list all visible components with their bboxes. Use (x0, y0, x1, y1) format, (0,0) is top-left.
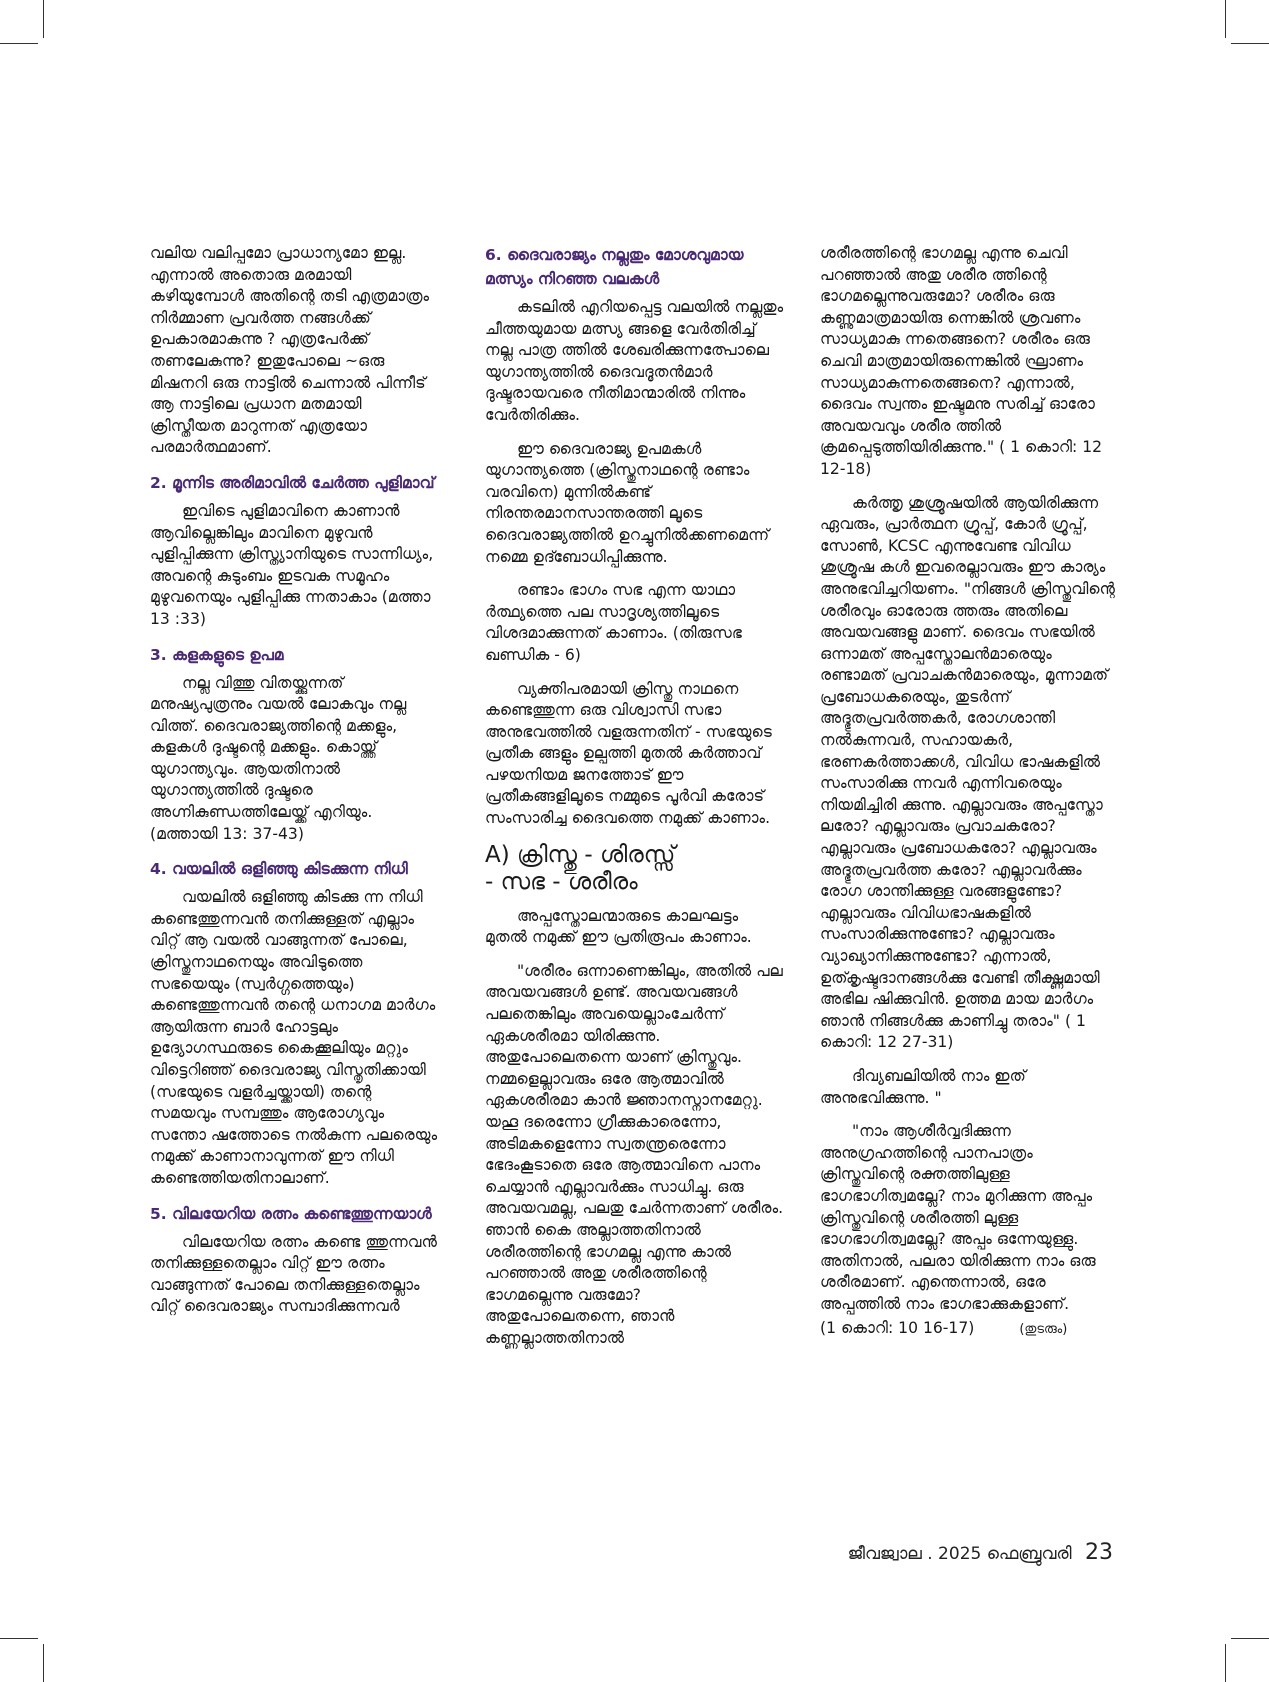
bible-reference: (1 കൊറി: 10 16-17) (820, 1318, 975, 1337)
crop-mark (0, 43, 38, 44)
crop-mark (1231, 43, 1269, 44)
paragraph: അപ്പസ്തോലന്മാരുടെ കാലഘട്ടം മുതൽ നമുക്ക് ഈ പ്രതിരൂപം കാണാം. (485, 906, 752, 947)
paragraph: ഈ ദൈവരാജ്യ ഉപമകൾ യുഗാന്ത്യത്തെ (ക്രിസ്തുനാഥന്റെ രണ്ടാം വരവിനെ) മുന്നിൽകണ്ട് നിരന്തരമാനസാന്തരത്തി ലൂടെ ദൈവരാജ്യത്തിൽ ഉറച്ചുനിൽക്കണമെന്ന് നമ്മെ ഉദ്ബോധിപ്പിക്കുന്നു. (485, 439, 770, 566)
crop-mark (43, 1644, 44, 1682)
reference-line (820, 1318, 1118, 1341)
subsection-heading-line: A) ക്രിസ്തു - ശിരസ്സ് (485, 841, 676, 868)
paragraph: വലിയ വലിപ്പമോ പ്രാധാന്യമോ ഇല്ല. എന്നാൽ അതൊരു മരമായി കഴിയുമ്പോൾ അതിന്റെ തടി എത്രമാത്രം നിർമ്മാണ പ്രവർത്ത നങ്ങൾക്ക് ഉപകാരമാകുന്നു ? എത്രപേർക്ക് തണലേകുന്നു? ഇതുപോലെ ~ഒരു മിഷനറി ഒരു നാട്ടിൽ ചെന്നാൽ പിന്നീട് ആ നാട്ടിലെ പ്രധാന മതമായി ക്രിസ്തീയത മാറുന്നത് എത്രയോ പരമാർത്ഥമാണ്. (150, 244, 430, 457)
paragraph: വിലയേറിയ രത്നം കണ്ടെ ത്തുന്നവൻ തനിക്കുള്ളതെല്ലാം വിറ്റ് ഈ രത്നം വാങ്ങുന്നത് പോലെ തനിക്കുള്ളതെല്ലാം വിറ്റ് ദൈവരാജ്യം സമ്പാദിക്കുന്നവർ (150, 1232, 437, 1316)
paragraph: വ്യക്തിപരമായി ക്രിസ്തു നാഥനെ കണ്ടെത്തുന്ന ഒരു വിശ്വാസി സഭാ അനുഭവത്തിൽ വളരുന്നതിന് - സഭയുടെ പ്രതീക ങ്ങളും ഉല്പത്തി മുതൽ കർത്താവ് പഴയനിയമ ജനത്തോട് ഈ പ്രതീകങ്ങളിലൂടെ നമ്മുടെ പൂർവി കരോട് സംസാരിച്ച ദൈവത്തെ നമുക്ക് കാണാം. (485, 679, 772, 828)
paragraph: രണ്ടാം ഭാഗം സഭ എന്ന യാഥാ ർത്ഥ്യത്തെ പല സാദൃശ്യത്തിലൂടെ വിശദമാക്കുന്നത് കാണാം. (തിരുസഭ ഖണ്ഡിക - 6) (485, 581, 742, 664)
quote-paragraph: "നാം ആശീർവ്വദിക്കുന്ന അനുഗ്രഹത്തിന്റെ പാനപാത്രം ക്രിസ്തുവിന്റെ രക്തത്തിലുള്ള ഭാഗഭാഗിത്വമല്ലേ? നാം മുറിക്കുന്ന അപ്പം ക്രിസ്തുവിന്റെ ശരീരത്തി ലുള്ള ഭാഗഭാഗിത്വമല്ലേ? അപ്പം ഒന്നേയുള്ളു. അതിനാൽ, പലരാ യിരിക്കുന്ന നാം ഒരു ശരീരമാണ്. എന്തെന്നാൽ, ഒരേ അപ്പത്തിൽ നാം ഭാഗഭാക്കുകളാണ്. (820, 1122, 1096, 1313)
paragraph: നല്ല വിത്തു വിതയ്ക്കുന്നത് മനുഷ്യപുത്രനും വയൽ ലോകവും നല്ല വിത്ത്. ദൈവരാജ്യത്തിന്റെ മക്കളും, കളകൾ ദുഷ്ടന്റെ മക്കളും. കൊയ്ത്ത് യുഗാന്ത്യവും. ആയതിനാൽ യുഗാന്ത്യത്തിൽ ദുഷ്ടരെ അഗ്നികുണ്ഡത്തിലേയ്ക്ക് എറിയും. (മത്തായി 13: 37-43) (150, 673, 407, 843)
paragraph: ദിവ്യബലിയിൽ നാം ഇത് അനുഭവിക്കുന്നു. " (820, 1066, 1026, 1107)
section-heading: 3. കളകളുടെ ഉപമ (150, 645, 284, 664)
section-heading: 4. വയലിൽ ഒളിഞ്ഞു കിടക്കുന്ന നിധി (150, 860, 408, 879)
paragraph: വയലിൽ ഒളിഞ്ഞു കിടക്കു ന്ന നിധി കണ്ടെത്തുന്നവൻ തനിക്കുള്ളത് എല്ലാം വിറ്റ് ആ വയൽ വാങ്ങുന്നത് പോലെ, ക്രിസ്തുനാഥനെയും അവിടുത്തെ സഭയെയും (സ്വർഗ്ഗത്തെയും) കണ്ടെത്തുന്നവൻ തന്റെ ധനാഗമ മാർഗം ആയിരുന്ന ബാർ ഹോട്ടലും ഉദ്യോഗസ്ഥരുടെ കൈക്കൂലിയും മറ്റും വിട്ടെറിഞ്ഞ് ദൈവരാജ്യ വിസ്തൃതിക്കായി (സഭയുടെ വളർച്ചയ്ക്കായി) തന്റെ സമയവും സമ്പത്തും ആരോഗ്യവും സന്തോ ഷത്തോടെ നൽകുന്ന പലരെയും നമുക്ക് കാണാനാവുന്നത് ഈ നിധി കണ്ടെത്തിയതിനാലാണ്. (150, 888, 438, 1187)
page-number: 23 (1085, 1540, 1113, 1565)
quote-paragraph: "ശരീരം ഒന്നാണെങ്കിലും, അതിൽ പല അവയവങ്ങൾ ഉണ്ട്. അവയവങ്ങൾ പലതെങ്കിലും അവയെല്ലാംചേർന്ന് ഏകശരീരമാ യിരിക്കുന്നു. അതുപോലെതന്നെ യാണ് ക്രിസ്തുവും. നമ്മളെല്ലാവരും ഒരേ ആത്മാവിൽ ഏകശരീരമാ കാൻ ജ്ഞാനസ്നാനമേറ്റു. യഹൂ ദരെന്നോ ഗ്രീക്കുകാരെന്നോ, അടിമകളെന്നോ സ്വതന്ത്രരെന്നോ ഭേദംകൂടാതെ ഒരേ ആത്മാവിനെ പാനം ചെയ്യാൻ എല്ലാവർക്കും സാധിച്ചു. ഒരു അവയവമല്ല, പലതു ചേർന്നതാണ് ശരീരം. ഞാൻ കൈ അല്ലാത്തതിനാൽ ശരീരത്തിന്റെ ഭാഗമല്ല എന്നു കാൽ പറഞ്ഞാൽ അതു ശരീരത്തിന്റെ ഭാഗമല്ലെന്നു വരുമോ? അതുപോലെതന്നെ, ഞാൻ കണ്ണല്ലാത്തതിനാൽ (485, 961, 784, 1347)
section-heading: 6. ദൈവരാജ്യം നല്ലതും മോശവുമായ മത്സ്യം നിറഞ്ഞ വലകൾ (485, 246, 744, 288)
page-footer (848, 1540, 1113, 1565)
crop-mark (43, 0, 44, 38)
crop-mark (0, 1638, 38, 1639)
subsection-heading-line: - സഭ - ശരീരം (485, 868, 638, 895)
paragraph: ഇവിടെ പുളിമാവിനെ കാണാൻ ആവില്ലെങ്കിലും മാവിനെ മുഴുവൻ പുളിപ്പിക്കുന്ന ക്രിസ്ത്യാനിയുടെ സാന്നിധ്യം, അവന്റെ കുടുംബം ഇടവക സമൂഹം മുഴുവനെയും പുളിപ്പിക്കു ന്നതാകാം (മത്താ 13 :33) (150, 501, 434, 628)
continued-note: (തുടരും) (1019, 1321, 1068, 1337)
crop-mark (1225, 0, 1226, 38)
column-2 (485, 243, 785, 1362)
column-1 (150, 243, 440, 1330)
subsection-heading (485, 842, 785, 896)
section-heading: 2. മൂന്നിട അരിമാവിൽ ചേർത്ത പുളിമാവ് (150, 473, 435, 492)
crop-mark (1231, 1638, 1269, 1639)
quote-paragraph: ശരീരത്തിന്റെ ഭാഗമല്ല എന്നു ചെവി പറഞ്ഞാൽ അതു ശരീര ത്തിന്റെ ഭാഗമല്ലെന്നുവരുമോ? ശരീരം ഒരു കണ്ണുമാത്രമായിരു ന്നെങ്കിൽ ശ്രവണം സാധ്യമാകു ന്നതെങ്ങനെ? ശരീരം ഒരു ചെവി മാത്രമായിരുന്നെങ്കിൽ ഘ്രാണം സാധ്യമാകുന്നതെങ്ങനെ? എന്നാൽ, ദൈവം സ്വന്തം ഇഷ്ടമനു സരിച്ച് ഓരോ അവയവവും ശരീര ത്തിൽ ക്രമപ്പെടുത്തിയിരിക്കുന്നു." ( 1 കൊറി: 12 12-18) (820, 244, 1103, 478)
magazine-name-date: ജീവജ്വാല . 2025 ഫെബ്രുവരി (847, 1544, 1072, 1564)
crop-mark (1225, 1644, 1226, 1682)
section-heading: 5. വിലയേറിയ രത്നം കണ്ടെത്തുന്നയാൾ (150, 1204, 432, 1223)
paragraph: കർത്തൃ ശുശ്രൂഷയിൽ ആയിരിക്കുന്ന ഏവരും, പ്രാർത്ഥന ഗ്രൂപ്പ്, കോർ ഗ്രൂപ്പ്, സോൺ, KCSC എന്നുവേണ്ട വിവിധ ശുശ്രൂഷ കൾ ഇവരെല്ലാവരും ഈ കാര്യം അനുഭവിച്ചറിയണം. "നിങ്ങൾ ക്രിസ്തുവിന്റെ ശരീരവും ഓരോരു ത്തരും അതിലെ അവയവങ്ങളു മാണ്. ദൈവം സഭയിൽ ഒന്നാമത് അപ്പസ്തോലൻമാരെയും രണ്ടാമത് പ്രവാചകൻമാരെയും, മൂന്നാമത് പ്രബോധകരെയും, തുടർന്ന് അദ്ഭുതപ്രവർത്തകർ, രോഗശാന്തി നൽകുന്നവർ, സഹായകർ, ഭരണകർത്താക്കൾ, വിവിധ ഭാഷകളിൽ സംസാരിക്കു ന്നവർ എന്നിവരെയും നിയമിച്ചിരി ക്കുന്നു. എല്ലാവരും അപ്പസ്തോ ലരോ? എല്ലാവരും പ്രവാചകരോ? എല്ലാവരും പ്രബോധകരോ? എല്ലാവരും അദ്ഭുതപ്രവർത്ത കരോ? എല്ലാവർക്കും രോഗ ശാന്തിക്കുള്ള വരങ്ങളുണ്ടോ? എല്ലാവരും വിവിധഭാഷകളിൽ സംസാരിക്കുന്നുണ്ടോ? എല്ലാവരും വ്യാഖ്യാനിക്കുന്നുണ്ടോ? എന്നാൽ, ഉത്കൃഷ്ടദാനങ്ങൾക്കു വേണ്ടി തീക്ഷ്ണമായി അഭില ഷിക്കുവിൻ. ഉത്തമ മായ മാർഗം ഞാൻ നിങ്ങൾക്കു കാണിച്ചു തരാം" ( 1 കൊറി: 12 27-31) (820, 493, 1115, 1052)
paragraph: കടലിൽ എറിയപ്പെട്ട വലയിൽ നല്ലതും ചീത്തയുമായ മത്സ്യ ങ്ങളെ വേർതിരിച്ച് നല്ല പാത്ര ത്തിൽ ശേഖരിക്കുന്നത്പോലെ യുഗാന്ത്യത്തിൽ ദൈവദൂതൻമാർ ദുഷ്ടരായവരെ നീതിമാന്മാരിൽ നിന്നും വേർതിരിക്കും. (485, 298, 784, 424)
column-3 (820, 243, 1118, 1352)
